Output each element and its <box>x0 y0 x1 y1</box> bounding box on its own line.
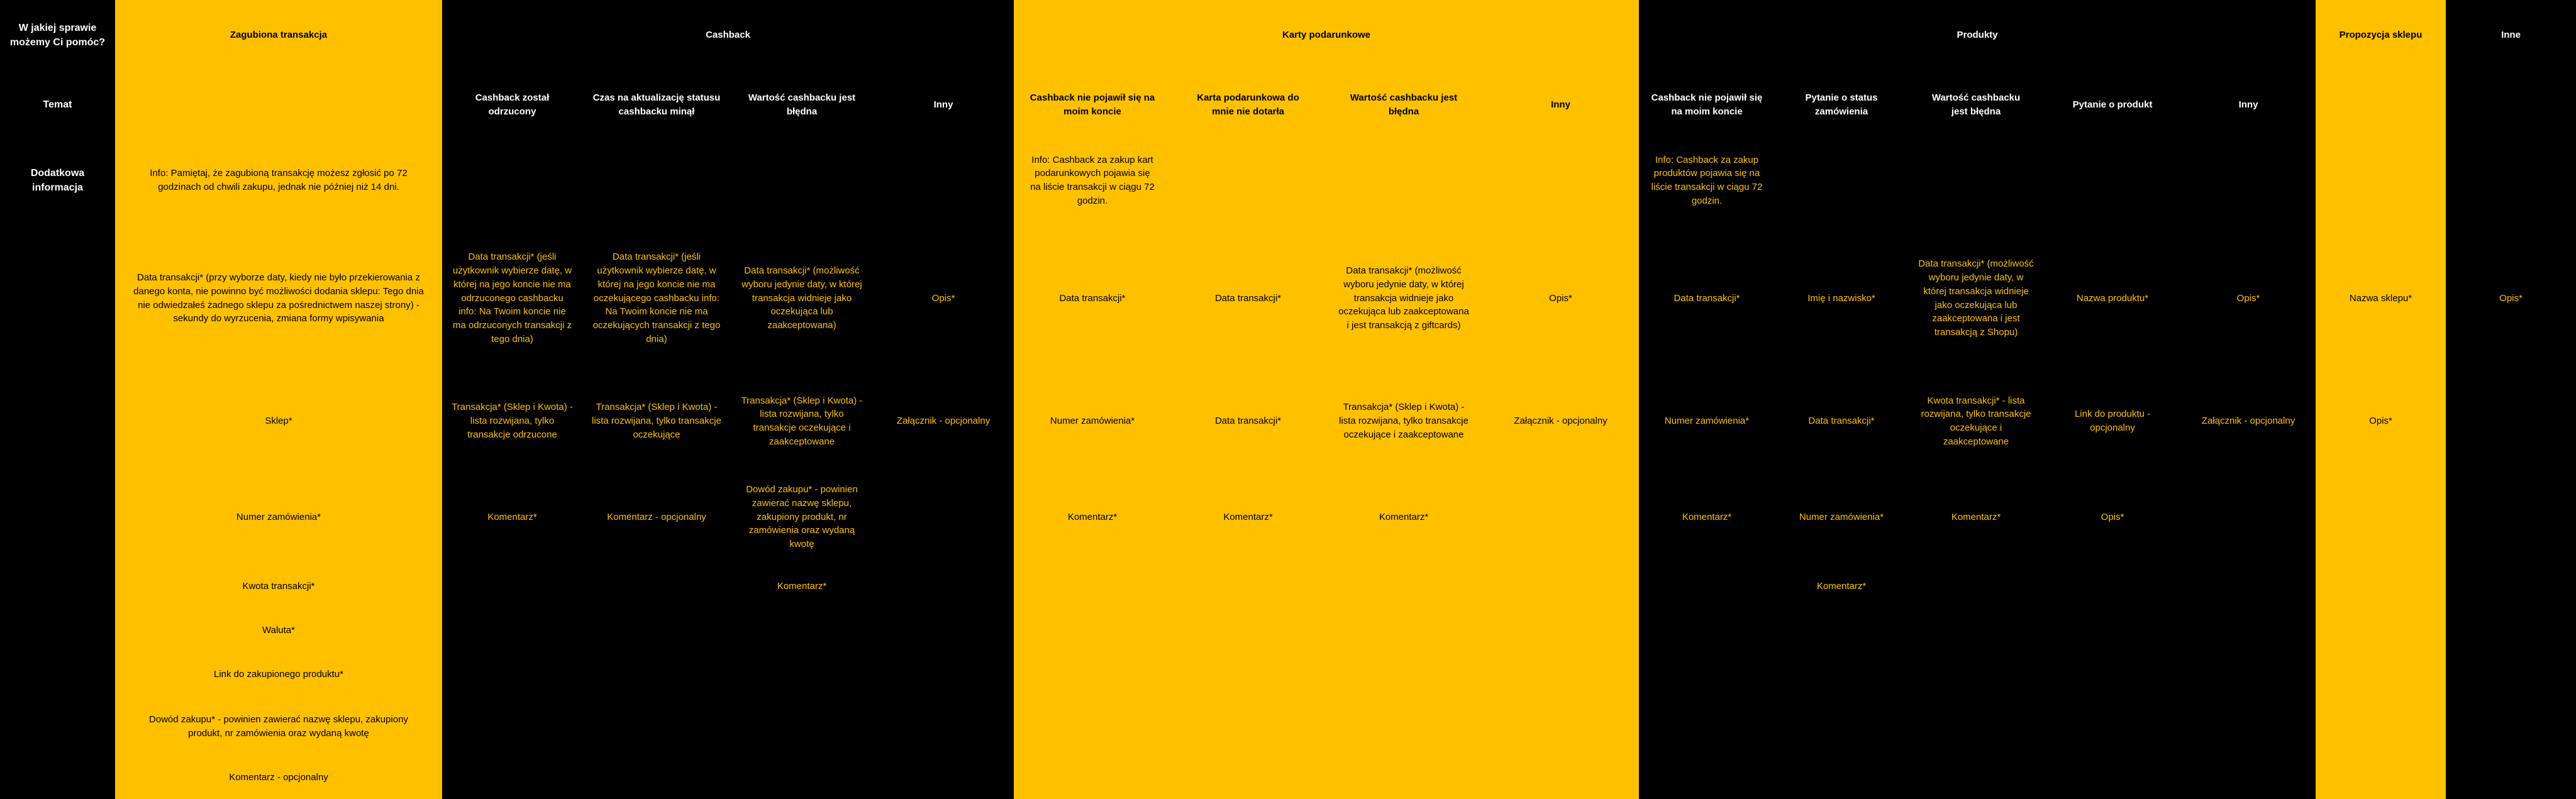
field-transaction-select: Transakcja* (Sklep i Kwota) - lista rozwijana, tylko transakcje oczekujące i zaakceptowane <box>741 395 863 447</box>
giftcard-not-arrived-column <box>1171 0 1325 799</box>
field-proof-of-purchase: Dowód zakupu* - powinien zawierać nazwę sklepu, zakupiony produkt, nr zamówienia oraz wydaną kwotę <box>149 714 408 739</box>
field-transaction-date: Data transakcji* <box>1214 292 1282 304</box>
category-lost-transaction: Zagubiona transakcja <box>230 30 328 41</box>
topic-cashback-missing: Cashback nie pojawił się na moim koncie <box>1651 92 1763 117</box>
topic-order-status-question: Pytanie o status zamówienia <box>1805 92 1878 117</box>
field-comment: Komentarz* <box>487 511 537 522</box>
field-comment: Komentarz* <box>1379 511 1429 522</box>
field-order-number: Numer zamówienia* <box>1664 416 1750 427</box>
field-attachment-optional: Załącznik - opcjonalny <box>896 416 991 427</box>
topic-cashback-missing: Cashback nie pojawił się na moim koncie <box>1030 92 1155 117</box>
category-products: Produkty <box>1957 30 1998 41</box>
field-amount-select: Kwota transakcji* - lista rozwijana, tylko transakcje oczekujące i zaakceptowane <box>1921 395 2031 447</box>
row-label-topic: Temat <box>43 99 72 111</box>
products-cashback-missing-column <box>1639 0 1775 799</box>
field-proof-of-purchase: Dowód zakupu* - powinien zawierać nazwę sklepu, zakupiony produkt, nr zamówienia oraz wydaną kwotę <box>746 484 858 550</box>
products-other-column <box>2181 0 2316 799</box>
field-comment: Komentarz* <box>1816 581 1867 592</box>
giftcard-info: Info: Cashback za zakup kart podarunkowych pojawia się na liście transakcji w ciągu 72 godzin. <box>1030 154 1155 206</box>
row-label-column <box>0 0 115 799</box>
giftcard-other-column <box>1482 0 1639 799</box>
section-lost-transaction <box>115 0 442 799</box>
products-info: Info: Cashback za zakup produktów pojawia się na liście transakcji w ciągu 72 godzin. <box>1651 154 1763 206</box>
cashback-rejected-column <box>442 0 582 799</box>
field-description: Opis* <box>2499 292 2523 304</box>
topic-other: Inny <box>1551 99 1570 111</box>
field-comment: Komentarz* <box>1951 511 2001 522</box>
field-comment: Komentarz* <box>1067 511 1118 522</box>
field-transaction-date: Data transakcji* <box>1808 416 1875 427</box>
field-shop: Sklep* <box>265 416 292 427</box>
field-transaction-date: Data transakcji* (możliwość wyboru jedynie daty, w której transakcja widnieje jako oczekująca lub zaakceptowana i jest transakcją z Shopu) <box>1918 258 2034 338</box>
field-attachment-optional: Załącznik - opcjonalny <box>2201 416 2296 427</box>
products-question-column <box>2044 0 2181 799</box>
field-comment-optional: Komentarz - opcjonalny <box>607 511 706 522</box>
section-other <box>2446 0 2576 799</box>
row-label-category: W jakiej sprawie możemy Ci pomóc? <box>9 22 106 48</box>
topic-wrong-cashback-value: Wartość cashbacku jest błędna <box>1350 92 1458 117</box>
topic-other: Inny <box>933 99 953 111</box>
field-transaction-select: Transakcja* (Sklep i Kwota) - lista rozwijana, tylko transakcje oczekujące <box>592 402 721 440</box>
field-currency: Waluta* <box>262 625 295 636</box>
field-order-number: Numer zamówienia* <box>1050 416 1135 427</box>
topic-wrong-cashback-value: Wartość cashbacku jest błędna <box>748 92 856 117</box>
field-transaction-date: Data transakcji* <box>1214 416 1282 427</box>
field-description: Opis* <box>931 292 955 304</box>
field-order-number: Numer zamówienia* <box>1799 511 1884 522</box>
topic-product-question: Pytanie o produkt <box>2072 99 2153 111</box>
field-product-link: Link do zakupionego produktu* <box>214 668 343 680</box>
field-comment: Komentarz* <box>1682 511 1732 522</box>
field-transaction-date: Data transakcji* <box>1059 292 1126 304</box>
cashback-other-column <box>873 0 1014 799</box>
field-transaction-select: Transakcja* (Sklep i Kwota) - lista rozwijana, tylko transakcje oczekujące i zaakceptowane <box>1339 402 1468 440</box>
field-transaction-select: Transakcja* (Sklep i Kwota) - lista rozwijana, tylko transakcje odrzucone <box>452 402 573 440</box>
field-description: Opis* <box>2101 511 2124 522</box>
field-transaction-date: Data transakcji* (przy wyborze daty, kiedy nie było przekierowania z danego konta, nie powinno być możliwości dodania sklepu: Tego dnia nie odwiedzałeś żadnego sklepu za pośrednictwem naszej strony) - sekundy do wyrzucenia, zmiana formy wpisywania <box>133 272 424 324</box>
cashback-wrong-value-column <box>731 0 873 799</box>
field-comment-optional: Komentarz - opcjonalny <box>229 771 328 783</box>
field-description: Opis* <box>2369 416 2392 427</box>
field-description: Opis* <box>2236 292 2260 304</box>
topic-other: Inny <box>2238 99 2258 111</box>
products-order-status-column <box>1775 0 1908 799</box>
section-shop-proposal <box>2316 0 2446 799</box>
topic-wrong-cashback-value: Wartość cashbacku jest błędna <box>1931 92 2021 117</box>
giftcard-wrong-value-column <box>1325 0 1482 799</box>
field-product-name: Nazwa produktu* <box>2076 292 2149 304</box>
field-order-number: Numer zamówienia* <box>236 511 321 522</box>
field-shop-name: Nazwa sklepu* <box>2349 292 2412 304</box>
field-transaction-date: Data transakcji* (jeśli użytkownik wybierze datę, w której na jego koncie nie ma odrzuconego cashbacku info: Na Twoim koncie nie ma odrzuconych transakcji z tego dnia) <box>452 251 572 344</box>
cashback-status-time-column <box>582 0 731 799</box>
field-transaction-date: Data transakcji* <box>1674 292 1740 304</box>
category-cashback: Cashback <box>706 30 750 41</box>
giftcard-cashback-missing-column <box>1014 0 1171 799</box>
category-other: Inne <box>2501 30 2521 41</box>
topic-giftcard-not-arrived: Karta podarunkowa do mnie nie dotarła <box>1197 92 1299 117</box>
lost-transaction-info: Info: Pamiętaj, że zagubioną transakcję możesz zgłosić po 72 godzinach od chwili zakupu, jednak nie później niż 14 dni. <box>150 168 408 192</box>
category-shop-proposal: Propozycja sklepu <box>2339 30 2423 41</box>
field-transaction-date: Data transakcji* (możliwość wyboru jedynie daty, w której transakcja widnieje jako oczekująca lub zaakceptowana) <box>741 265 862 331</box>
field-attachment-optional: Załącznik - opcjonalny <box>1514 416 1607 427</box>
category-gift-cards: Karty podarunkowe <box>1282 30 1371 41</box>
field-product-link-optional: Link do produktu - opcjonalny <box>2074 409 2151 433</box>
field-full-name: Imię i nazwisko* <box>1807 292 1875 304</box>
field-description: Opis* <box>1549 292 1572 304</box>
topic-status-time-passed: Czas na aktualizację statusu cashbacku minął <box>592 92 721 117</box>
field-transaction-amount: Kwota transakcji* <box>242 581 315 592</box>
products-wrong-value-column <box>1908 0 2044 799</box>
field-transaction-date: Data transakcji* (możliwość wyboru jedynie daty, w której transakcja widnieje jako oczekująca lub zaakceptowana i jest transakcją z giftcards) <box>1338 265 1469 331</box>
field-transaction-date: Data transakcji* (jeśli użytkownik wybierze datę, w której na jego koncie nie ma oczekującego cashbacku info: Na Twoim koncie nie ma oczekujących transakcji z tego dnia) <box>592 251 721 344</box>
field-comment: Komentarz* <box>1223 511 1273 522</box>
topic-cashback-rejected: Cashback został odrzucony <box>475 92 550 117</box>
field-comment: Komentarz* <box>777 581 827 592</box>
row-label-extra-info: Dodatkowa informacja <box>30 167 85 193</box>
